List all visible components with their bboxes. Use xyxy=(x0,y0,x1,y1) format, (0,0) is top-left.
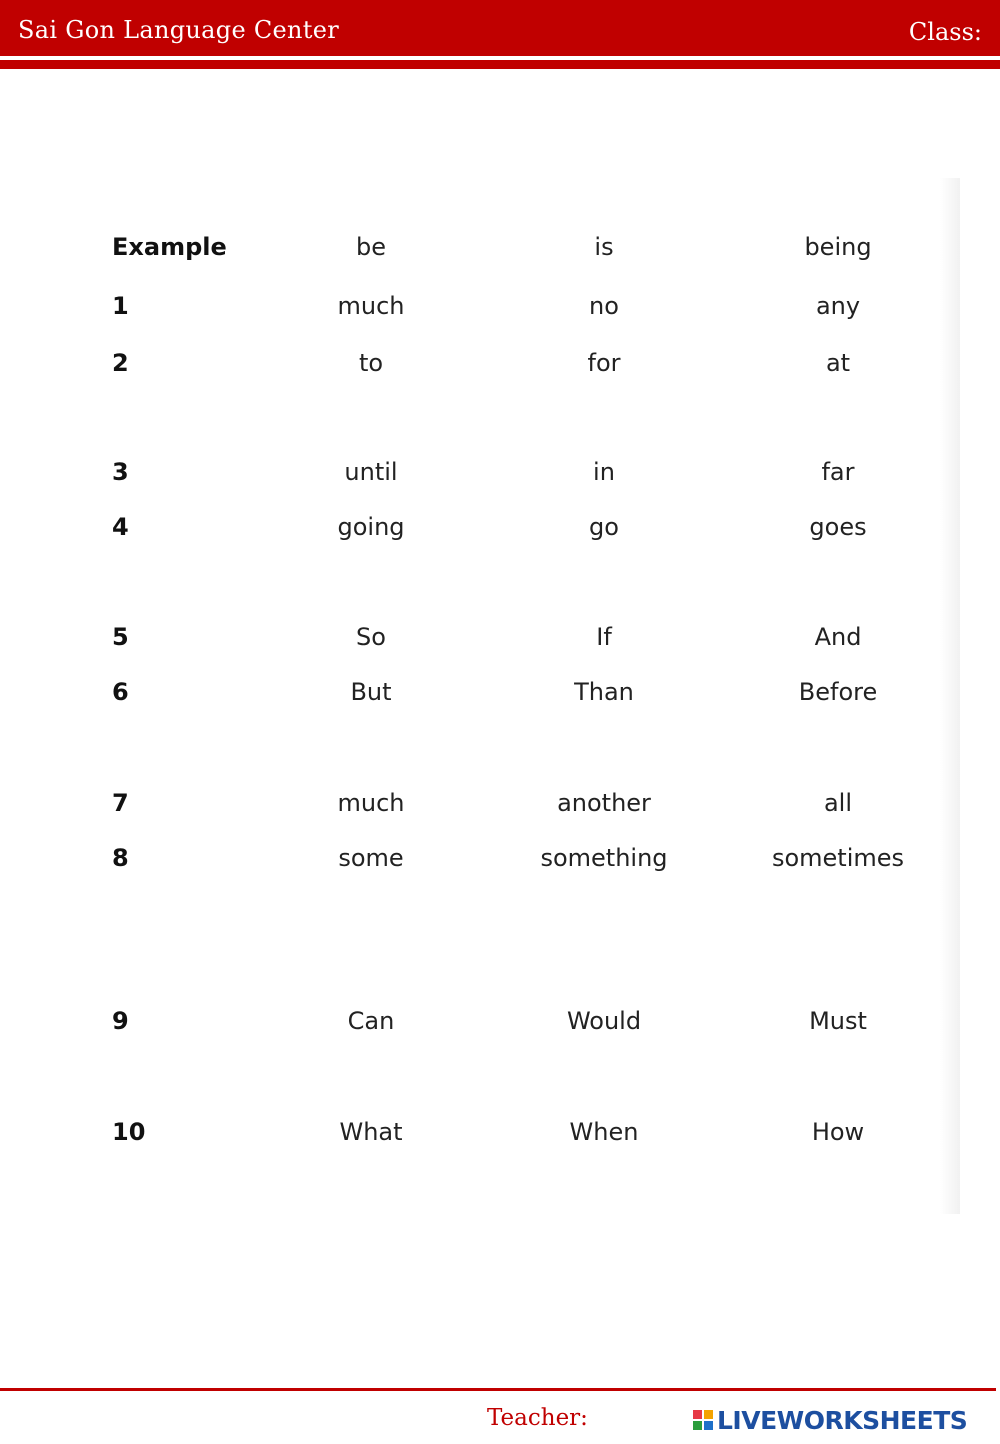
option-row-8 xyxy=(0,844,1000,884)
option-b: Would xyxy=(566,1007,642,1035)
option-c: goes xyxy=(809,513,867,541)
option-c: Before xyxy=(798,678,878,706)
teacher-label: Teacher: xyxy=(487,1405,588,1431)
brand-text: LIVEWORKSHEETS xyxy=(717,1405,968,1435)
row-label: 2 xyxy=(112,349,129,377)
option-a: some xyxy=(338,844,404,872)
option-a: until xyxy=(344,458,398,486)
option-c: sometimes xyxy=(771,844,905,872)
option-b: If xyxy=(596,623,612,651)
option-row-9 xyxy=(0,1007,1000,1047)
option-a: So xyxy=(356,623,386,651)
option-c: How xyxy=(811,1118,865,1146)
option-c: And xyxy=(814,623,862,651)
option-b: in xyxy=(593,458,615,486)
row-label: 1 xyxy=(112,292,129,320)
option-row-6 xyxy=(0,678,1000,718)
option-b: for xyxy=(587,349,621,377)
option-c: far xyxy=(821,458,855,486)
option-b: is xyxy=(594,233,614,261)
option-a: Can xyxy=(347,1007,395,1035)
option-c: any xyxy=(815,292,861,320)
option-a: But xyxy=(350,678,392,706)
option-row-example xyxy=(0,233,1000,273)
option-a: to xyxy=(358,349,384,377)
option-b: another xyxy=(557,789,651,817)
option-c: at xyxy=(825,349,851,377)
row-label: 10 xyxy=(112,1118,146,1146)
footer-divider xyxy=(0,1388,996,1391)
option-a: much xyxy=(337,292,405,320)
row-label: 3 xyxy=(112,458,129,486)
option-b: Than xyxy=(574,678,634,706)
row-label: 5 xyxy=(112,623,129,651)
option-a: be xyxy=(356,233,386,261)
option-row-3 xyxy=(0,458,1000,498)
header-divider xyxy=(0,60,1000,69)
option-b: something xyxy=(540,844,668,872)
option-row-4 xyxy=(0,513,1000,553)
liveworksheets-brand xyxy=(692,1404,967,1436)
row-label: 8 xyxy=(112,844,129,872)
row-label: 9 xyxy=(112,1007,129,1035)
option-c: being xyxy=(804,233,872,261)
option-row-2 xyxy=(0,349,1000,389)
liveworksheets-logo-icon xyxy=(692,1409,714,1431)
option-row-7 xyxy=(0,789,1000,829)
row-label: 6 xyxy=(112,678,129,706)
option-row-10 xyxy=(0,1118,1000,1158)
option-a: much xyxy=(337,789,405,817)
option-b: When xyxy=(569,1118,639,1146)
option-a: going xyxy=(337,513,405,541)
option-a: What xyxy=(339,1118,403,1146)
school-name: Sai Gon Language Center xyxy=(18,16,340,44)
row-label: Example xyxy=(112,233,227,261)
option-b: no xyxy=(589,292,619,320)
header-bar xyxy=(0,0,1000,56)
option-row-1 xyxy=(0,292,1000,332)
row-label: 7 xyxy=(112,789,129,817)
option-b: go xyxy=(589,513,619,541)
option-c: all xyxy=(823,789,853,817)
row-label: 4 xyxy=(112,513,129,541)
class-label: Class: xyxy=(908,18,982,46)
option-row-5 xyxy=(0,623,1000,663)
option-c: Must xyxy=(809,1007,867,1035)
